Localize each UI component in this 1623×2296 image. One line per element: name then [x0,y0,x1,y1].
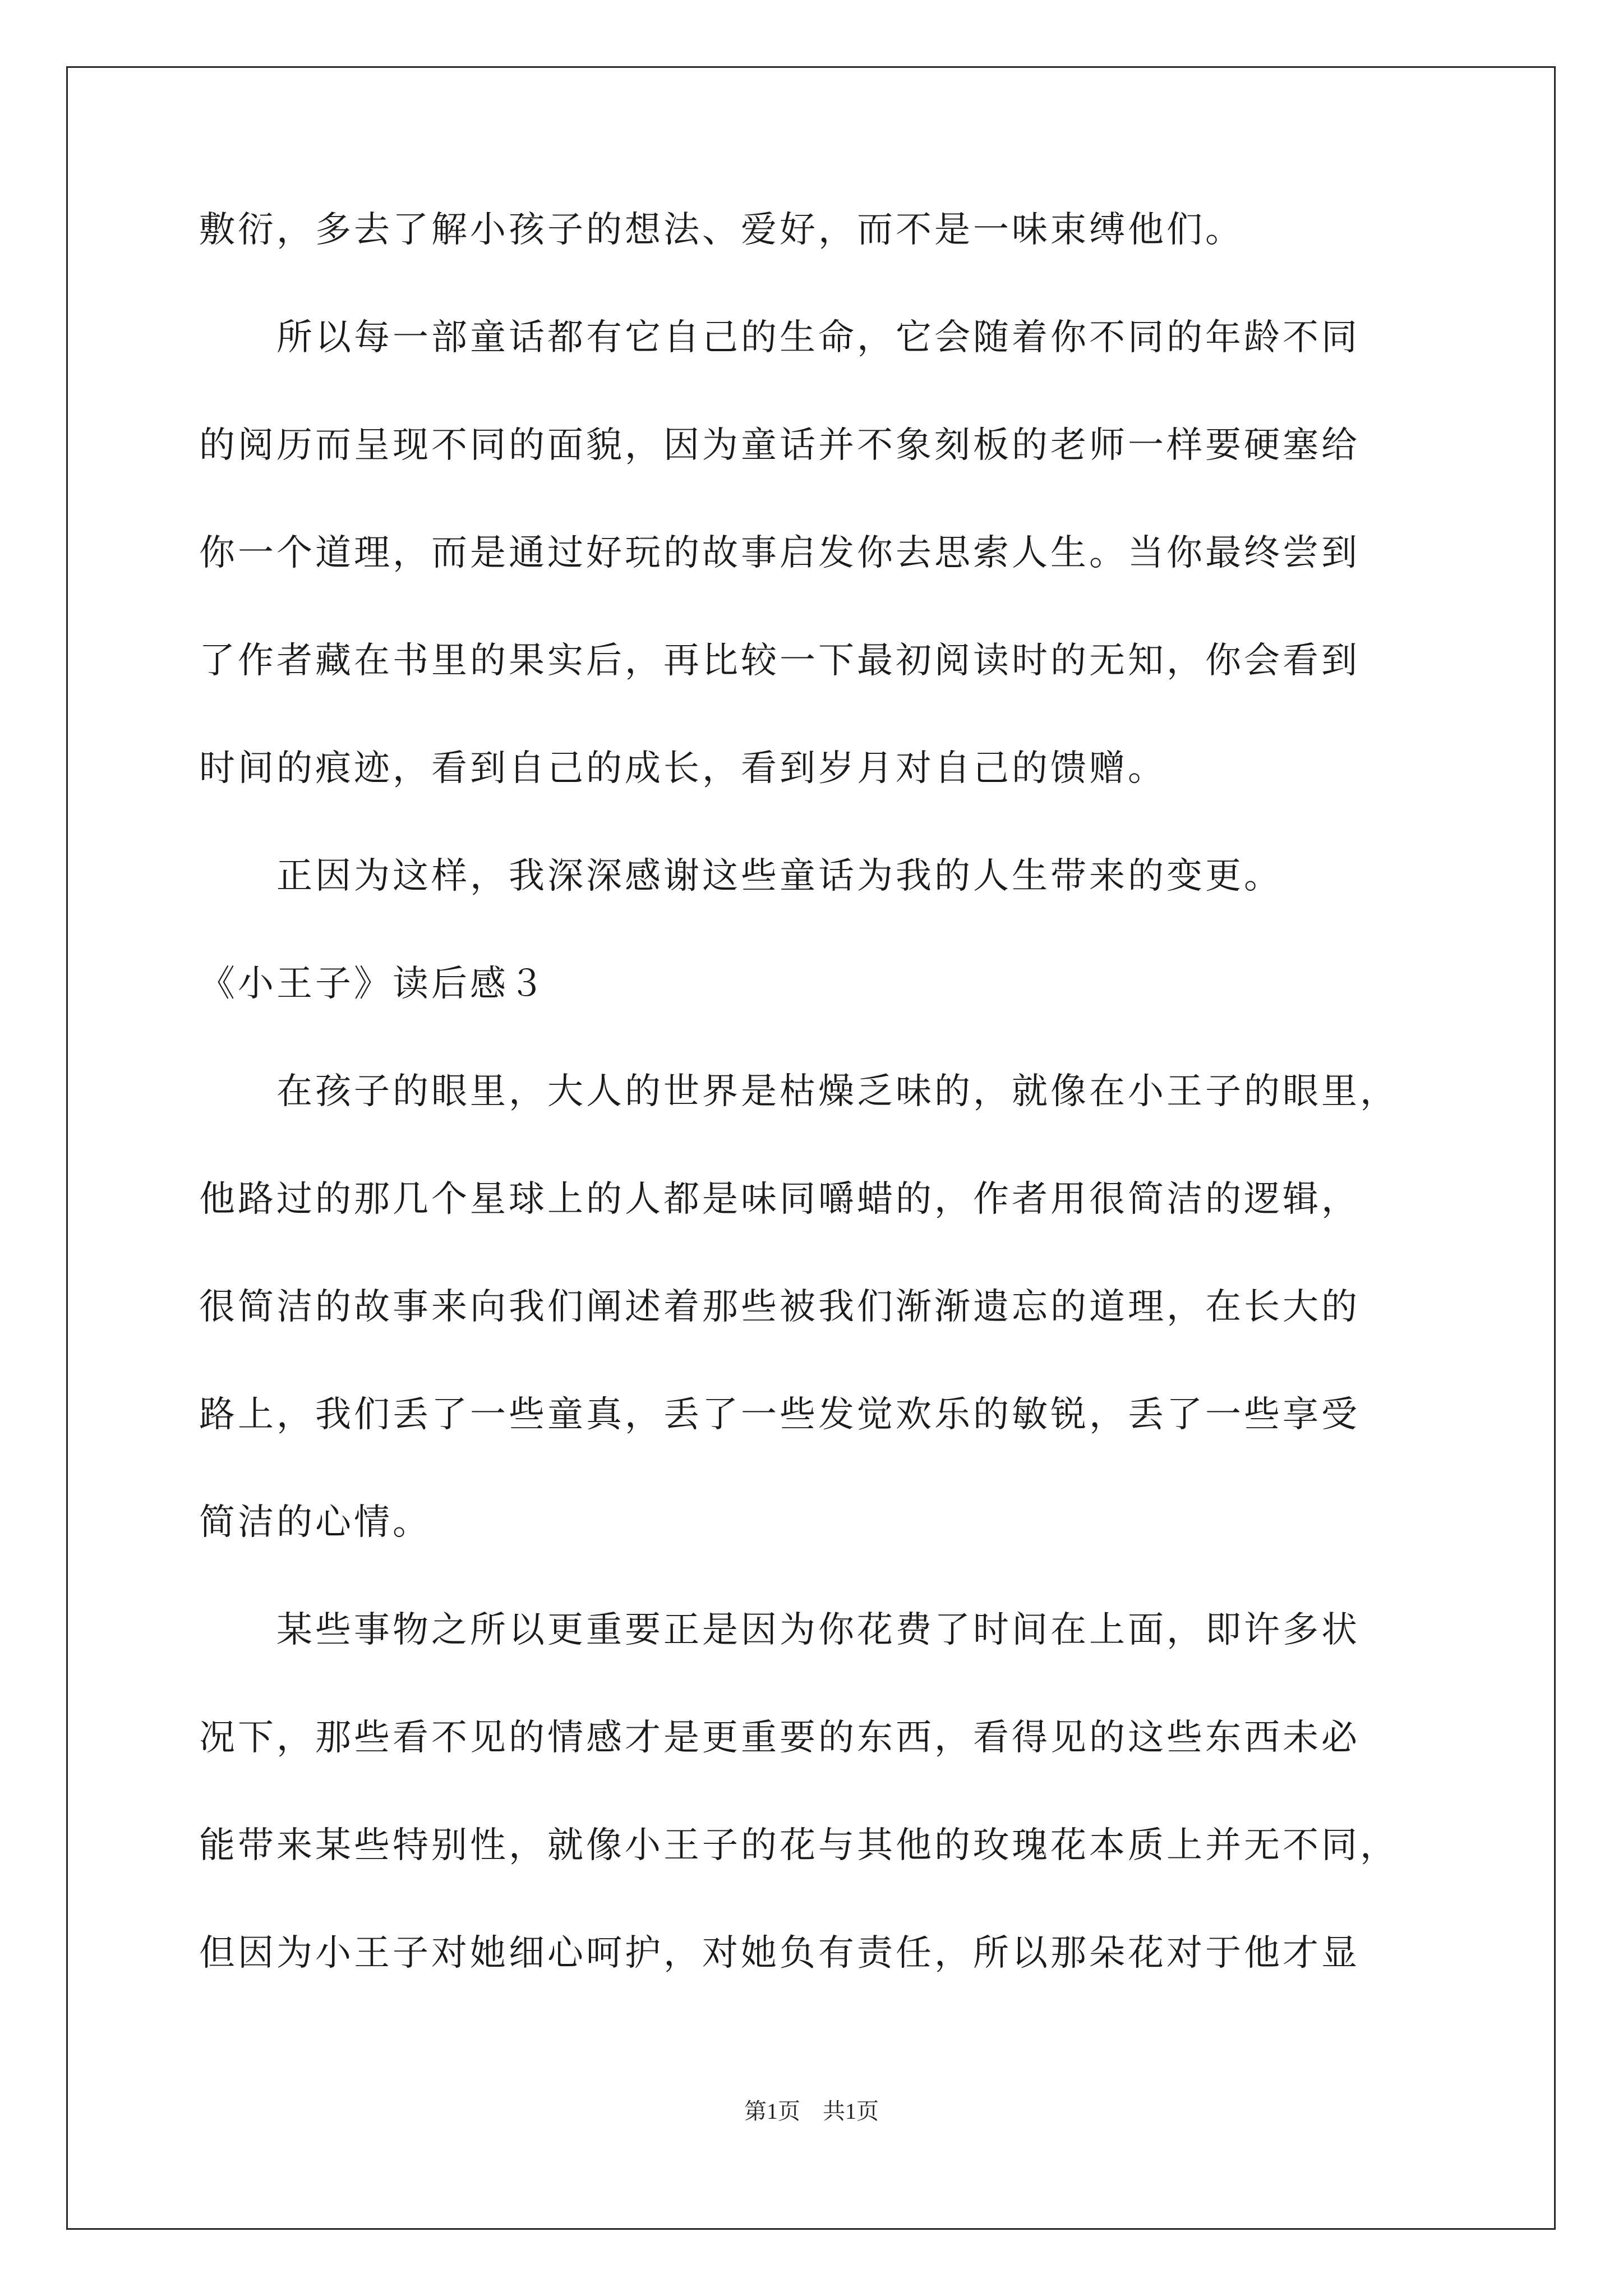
text-line: 能带来某些特别性，就像小王子的花与其他的玫瑰花本质上并无不同， [199,1825,1399,1866]
text-line: 了作者藏在书里的果实后，再比较一下最初阅读时的无知，你会看到 [199,640,1360,682]
text-line: 所以每一部童话都有它自己的生命，它会随着你不同的年龄不同 [199,317,1360,358]
text-line: 况下，那些看不见的情感才是更重要的东西，看得见的这些东西未必 [199,1717,1360,1759]
text-line: 某些事物之所以更重要正是因为你花费了时间在上面，即许多状 [199,1609,1360,1651]
section-heading: 《小王子》读后感３ [199,963,547,1005]
text-line: 时间的痕迹，看到自己的成长，看到岁月对自己的馈赠。 [199,748,1166,789]
text-line: 他路过的那几个星球上的人都是味同嚼蜡的，作者用很简洁的逻辑， [199,1179,1360,1220]
text-line: 你一个道理，而是通过好玩的故事启发你去思索人生。当你最终尝到 [199,532,1360,574]
page-number: 第1页 [744,2099,800,2124]
page-footer [0,2098,1623,2125]
text-line: 很简洁的故事来向我们阐述着那些被我们渐渐遗忘的道理，在长大的 [199,1286,1360,1328]
text-line: 正因为这样，我深深感谢这些童话为我的人生带来的变更。 [199,855,1283,897]
page-border [66,66,1556,2230]
text-line: 的阅历而呈现不同的面貌，因为童话并不象刻板的老师一样要硬塞给 [199,425,1360,466]
text-line: 路上，我们丢了一些童真，丢了一些发觉欢乐的敏锐，丢了一些享受 [199,1394,1360,1435]
text-line: 在孩子的眼里，大人的世界是枯燥乏味的，就像在小王子的眼里， [199,1071,1399,1112]
text-line: 简洁的心情。 [199,1502,431,1543]
page-total: 共1页 [823,2099,879,2124]
text-line: 敷衍，多去了解小孩子的想法、爱好，而不是一味束缚他们。 [199,209,1244,251]
text-line: 但因为小王子对她细心呵护，对她负有责任，所以那朵花对于他才显 [199,1932,1360,1974]
